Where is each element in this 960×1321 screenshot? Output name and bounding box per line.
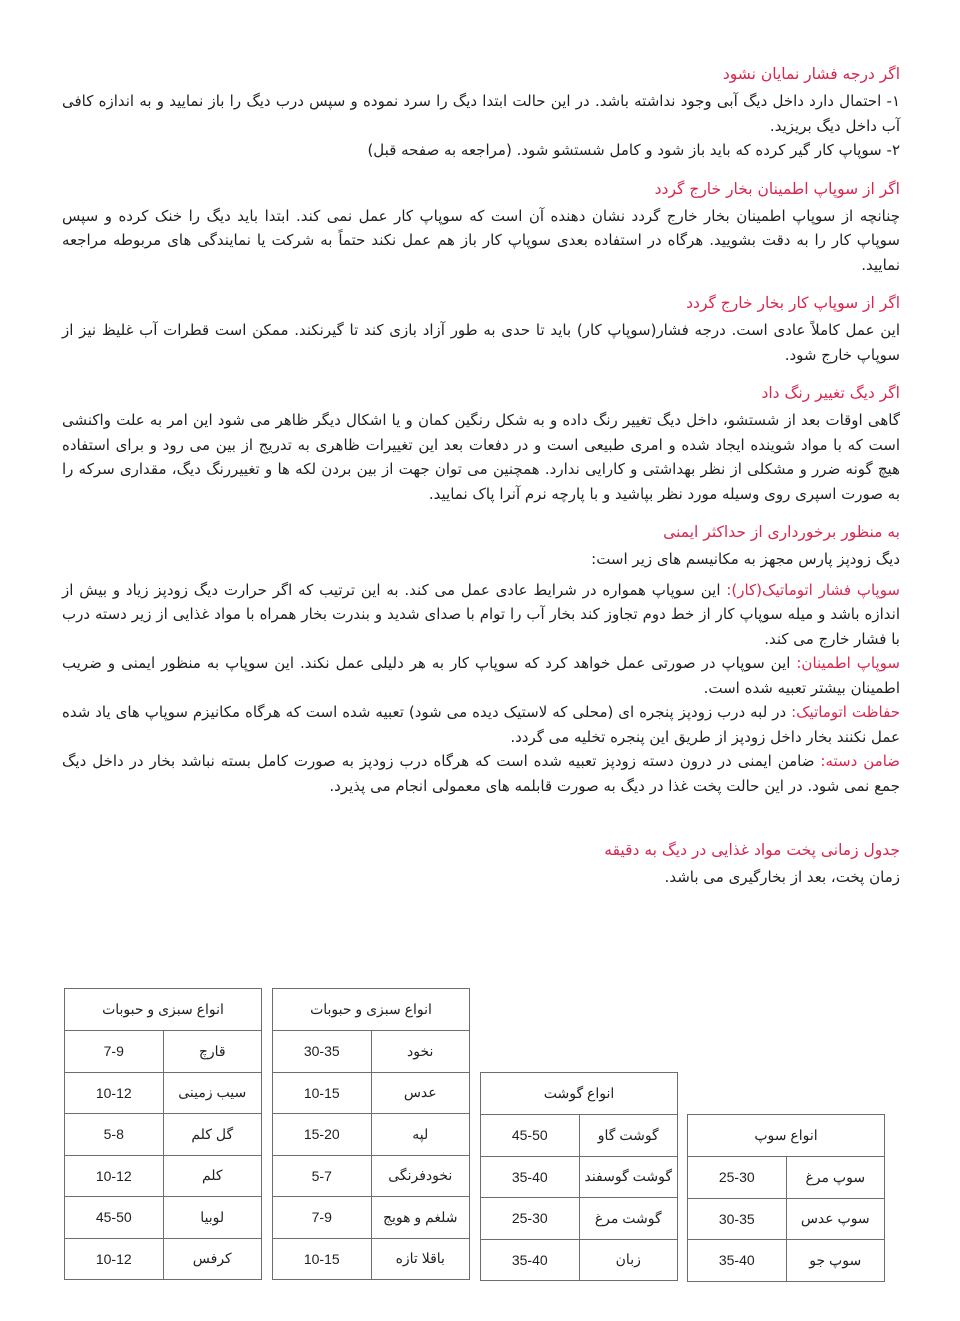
safety-text: این سوپاپ همواره در شرایط عادی عمل می کند. به این ترتیب که اگر حرارت دیگ زودپز زیاد و بیش از اندازه باشد و میله سوپاپ کار از خط دوم تجاوز کند بخار آب را توام با صدای شدید و بندرت بخار همراه با مواد غذایی از زیر دسته درب با فشار خارج می کند.	[62, 580, 900, 648]
safety-text: در لبه درب زودپز پنجره ای (محلی که لاستیک دیده می شود) تعبیه شده است که هرگاه مکانیزم سوپاپ های یاد شده عمل نکنند بخار داخل زودپز از طریق این پنجره تخلیه می گردد.	[62, 703, 900, 746]
food-name: کلم	[163, 1155, 262, 1197]
table-row	[273, 1114, 470, 1156]
safety-intro: دیگ زودپز پارس مجهز به مکانیسم های زیر است:	[591, 550, 900, 568]
section-no-pressure	[62, 62, 900, 163]
cook-time: 7-9	[273, 1197, 372, 1239]
cooking-time-tables	[64, 988, 886, 1283]
table-row	[688, 1157, 885, 1199]
safety-text: ضامن ایمنی در درون دسته زودپز تعبیه شده است که هرگاه درب زودپز به صورت کامل بسته نباشد بخار در داخل دیگ جمع نمی شود. در این حالت پخت غذا در دیگ به صورت قابلمه های معمولی انجام می پذیرد.	[62, 752, 900, 795]
section-discoloration	[62, 381, 900, 506]
section-safety-valve-steam	[62, 177, 900, 278]
table-row	[481, 1198, 678, 1240]
table-row	[273, 1155, 470, 1197]
paragraph: ۲- سوپاپ کار گیر کرده که باید باز شود و کامل شستشو شود. (مراجعه به صفحه قبل)	[367, 141, 900, 159]
soup-table	[687, 1114, 885, 1282]
cook-time: 7-9	[65, 1031, 164, 1073]
food-name: گل کلم	[163, 1114, 262, 1156]
cook-time: 30-35	[273, 1031, 372, 1073]
cook-time: 15-20	[273, 1114, 372, 1156]
safety-term: سوپاپ فشار اتوماتیک(کار):	[726, 580, 901, 599]
food-name: گوشت گوسفند	[579, 1156, 678, 1198]
safety-item	[62, 700, 900, 749]
table-title: انواع سوپ	[688, 1115, 885, 1157]
food-name: گوشت مرغ	[579, 1198, 678, 1240]
table-row	[65, 1155, 262, 1197]
cook-time: 5-8	[65, 1114, 164, 1156]
food-name: گوشت گاو	[579, 1115, 678, 1157]
table-row	[65, 1197, 262, 1239]
food-name: کرفس	[163, 1238, 262, 1280]
table-row	[65, 1114, 262, 1156]
table-row	[481, 1156, 678, 1198]
section-body	[62, 204, 900, 278]
cook-time: 25-30	[481, 1198, 580, 1240]
cook-time: 10-12	[65, 1155, 164, 1197]
food-name: شلغم و هویج	[371, 1197, 470, 1239]
cook-time: 10-12	[65, 1072, 164, 1114]
table-row	[273, 1072, 470, 1114]
section-heading: اگر از سوپاپ اطمینان بخار خارج گردد	[654, 179, 900, 198]
safety-list	[62, 578, 900, 799]
table-row	[688, 1240, 885, 1282]
meat-table	[480, 1072, 678, 1281]
food-name: لوبیا	[163, 1197, 262, 1239]
table-title: انواع گوشت	[481, 1073, 678, 1115]
safety-item	[62, 578, 900, 652]
safety-term: ضامن دسته:	[820, 752, 900, 770]
document-page	[62, 62, 900, 904]
section-work-valve-steam	[62, 291, 900, 367]
food-name: لپه	[371, 1114, 470, 1156]
cook-time: 35-40	[688, 1240, 787, 1282]
food-name: سوپ جو	[786, 1240, 885, 1282]
table-row	[481, 1239, 678, 1281]
table-row	[65, 1031, 262, 1073]
food-name: سوپ عدس	[786, 1198, 885, 1240]
section-body	[62, 89, 900, 163]
vegetables-legumes-table-2	[64, 988, 262, 1280]
safety-item	[62, 651, 900, 700]
paragraph: چنانچه از سوپاپ اطمینان بخار خارج گردد نشان دهنده آن است که سوپاپ کار عمل نمی کند. ابتدا باید دیگ را خنک کرده و سپس سوپاپ کار را به دقت بشویید. هرگاه در استفاده بعدی سوپاپ کار باز هم عمل نکند حتماً به شرکت یا نمایندگی های مربوطه مراجعه نمایید.	[62, 206, 900, 274]
safety-item	[62, 749, 900, 798]
cook-time: 45-50	[65, 1197, 164, 1239]
food-name: سوپ مرغ	[786, 1157, 885, 1199]
section-body	[62, 318, 900, 367]
table-row	[65, 1072, 262, 1114]
table-row	[688, 1198, 885, 1240]
paragraph: ۱- احتمال دارد داخل دیگ آبی وجود نداشته باشد. در این حالت ابتدا دیگ را سرد نموده و سپس درب دیگ را باز نمایید و به اندازه کافی آب داخل دیگ بریزید.	[62, 92, 900, 135]
food-name: باقلا تازه	[371, 1238, 470, 1280]
table-title: انواع سبزی و حبوبات	[65, 989, 262, 1031]
section-body	[62, 408, 900, 506]
vegetables-legumes-table-1	[272, 988, 470, 1280]
cook-time: 45-50	[481, 1115, 580, 1157]
section-heading: جدول زمانی پخت مواد غذایی در دیگ به دقیقه	[604, 841, 900, 859]
food-name: سیب زمینی	[163, 1072, 262, 1114]
table-row	[65, 1238, 262, 1280]
paragraph: گاهی اوقات بعد از شستشو، داخل دیگ تغییر رنگ داده و به شکل رنگین کمان و یا اشکال دیگر ظاهر می شود این امر به علت واکنشی است که با مواد شوینده ایجاد شده و امری طبیعی است و در دفعات بعد این تغییرات ظاهری به تدریج از بین می رود و برای استفاده هیچ گونه ضرر و مشکلی از نظر بهداشتی و کارایی ندارد. همچنین می توان جهت از بین بردن لکه ها و تغییررنگ دیگ، مقداری سرکه را به صورت اسپری روی وسیله مورد نظر بپاشید و با پارچه نرم آنرا پاک نمایید.	[62, 411, 900, 503]
section-heading: اگر دیگ تغییر رنگ داد	[761, 384, 900, 402]
table-row	[273, 1238, 470, 1280]
cook-time: 5-7	[273, 1155, 372, 1197]
cook-time: 30-35	[688, 1198, 787, 1240]
section-heading: به منظور برخورداری از حداکثر ایمنی	[663, 523, 900, 541]
cook-time: 10-15	[273, 1072, 372, 1114]
food-name: نخود	[371, 1031, 470, 1073]
section-cooking-times	[62, 838, 900, 890]
food-name: زبان	[579, 1239, 678, 1281]
section-heading: اگر از سوپاپ کار بخار خارج گردد	[686, 294, 900, 312]
food-name: عدس	[371, 1072, 470, 1114]
cooking-note: زمان پخت، بعد از بخارگیری می باشد.	[664, 868, 900, 886]
cook-time: 25-30	[688, 1157, 787, 1199]
paragraph: این عمل کاملاً عادی است. درجه فشار(سوپاپ کار) باید تا حدی به طور آزاد بازی کند تا گیرنکند. ممکن است قطرات آب غلیظ نیز از سوپاپ خارج شود.	[62, 321, 900, 364]
section-heading: اگر درجه فشار نمایان نشود	[722, 65, 900, 83]
food-name: نخودفرنگی	[371, 1155, 470, 1197]
safety-term: حفاظت اتوماتیک:	[791, 703, 900, 721]
table-row	[273, 1197, 470, 1239]
cook-time: 35-40	[481, 1239, 580, 1281]
table-title: انواع سبزی و حبوبات	[273, 989, 470, 1031]
cook-time: 10-15	[273, 1238, 372, 1280]
cook-time: 10-12	[65, 1238, 164, 1280]
table-row	[273, 1031, 470, 1073]
cook-time: 35-40	[481, 1156, 580, 1198]
table-row	[481, 1115, 678, 1157]
safety-text: این سوپاپ در صورتی عمل خواهد کرد که سوپاپ کار به هر دلیلی عمل نکند. این سوپاپ به منظور ایمنی و ضریب اطمینان بیشتر تعبیه شده است.	[62, 654, 900, 697]
section-safety-mechanisms	[62, 520, 900, 798]
safety-term: سوپاپ اطمینان:	[796, 654, 900, 672]
food-name: قارچ	[163, 1031, 262, 1073]
